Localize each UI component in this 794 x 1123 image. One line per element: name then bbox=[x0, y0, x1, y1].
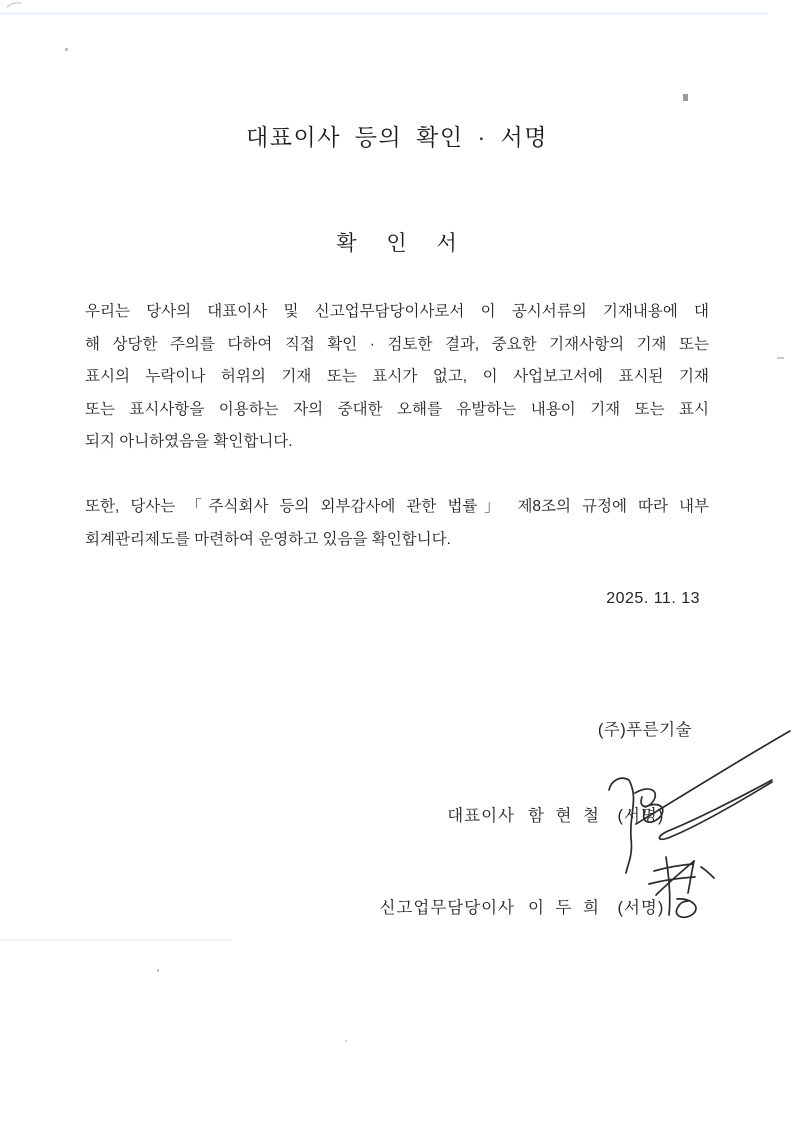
signature-placeholder-label: (서명) bbox=[617, 807, 665, 825]
scan-artifact-speck bbox=[157, 969, 159, 972]
scan-artifact-speck bbox=[777, 357, 784, 359]
scan-artifact-band-bottom bbox=[0, 939, 232, 941]
company-name: (주)푸른기술 bbox=[597, 721, 692, 739]
paragraph-line: 또는 표시사항을 이용하는 자의 중대한 오해를 유발하는 내용이 기재 또는 표시 bbox=[85, 400, 709, 418]
confirmation-paragraph-2 bbox=[85, 491, 709, 556]
document-date: 2025. 11. 13 bbox=[606, 590, 700, 607]
paragraph-line: 우리는 당사의 대표이사 및 신고업무담당이사로서 이 공시서류의 기재내용에 대 bbox=[85, 303, 709, 320]
signer-role: 대표이사 bbox=[447, 807, 515, 825]
scan-artifact-speck bbox=[65, 48, 68, 51]
paragraph-line: 회계관리제도를 마련하여 운영하고 있음을 확인합니다. bbox=[85, 530, 451, 548]
document-title: 대표이사 등의 확인 · 서명 bbox=[246, 124, 548, 150]
scan-artifact-band-top bbox=[0, 12, 768, 15]
scan-artifact-squiggle bbox=[7, 3, 21, 7]
signer-name: 이 두 희 bbox=[528, 899, 602, 917]
scan-artifact-speck bbox=[345, 1040, 347, 1042]
signer-row-ceo bbox=[0, 802, 664, 826]
signer-name: 함 현 철 bbox=[528, 807, 602, 825]
signature-placeholder-label: (서명) bbox=[617, 899, 665, 917]
signer-role: 신고업무담당이사 bbox=[379, 899, 515, 917]
scan-artifact-speck bbox=[683, 94, 688, 101]
signer-row-reporting-officer bbox=[0, 894, 664, 918]
paragraph-line: 해 상당한 주의를 다하여 직접 확인 · 검토한 결과, 중요한 기재사항의 기재 또는 bbox=[85, 335, 709, 353]
document-subtitle: 확 인 서 bbox=[336, 232, 458, 255]
confirmation-paragraph-1 bbox=[85, 296, 709, 459]
paragraph-line: 또한, 당사는 「주식회사 등의 외부감사에 관한 법률」 제8조의 규정에 따라 내부 bbox=[85, 498, 709, 515]
paragraph-line: 표시의 누락이나 허위의 기재 또는 표시가 없고, 이 사업보고서에 표시된 기재 bbox=[85, 368, 709, 385]
paragraph-line: 되지 아니하였음을 확인합니다. bbox=[85, 433, 293, 450]
